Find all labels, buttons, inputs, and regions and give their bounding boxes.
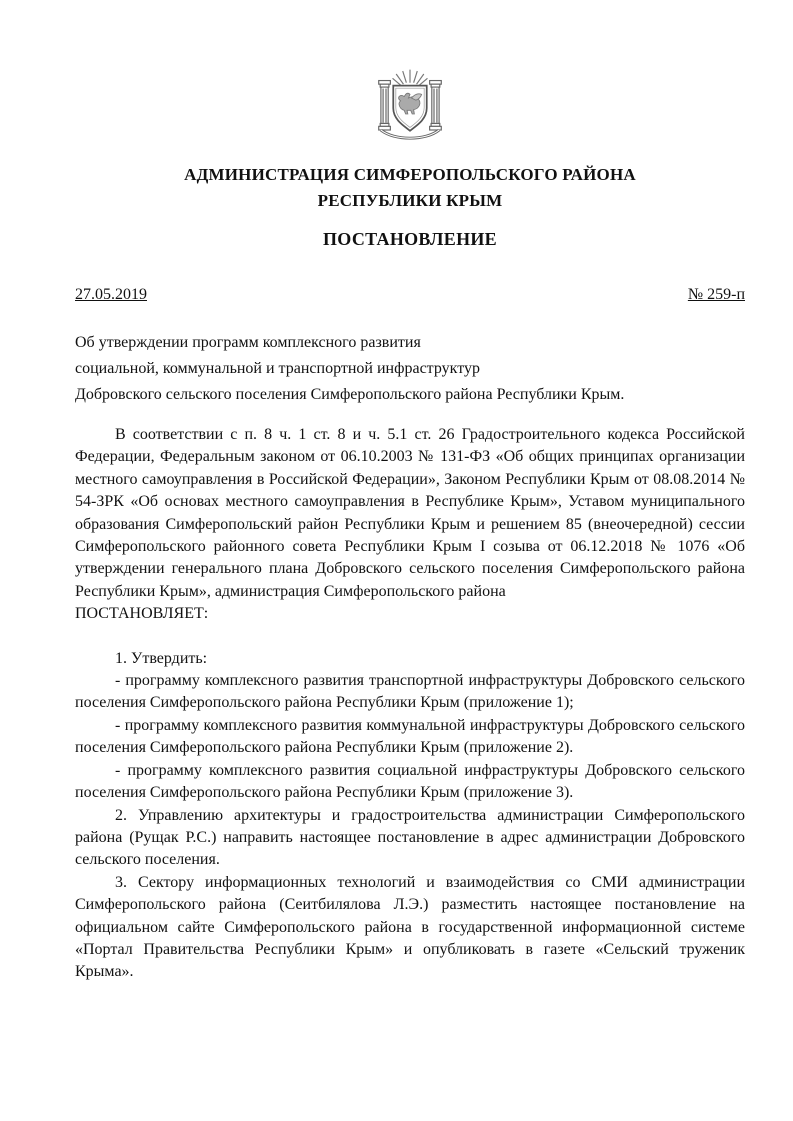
doc-type-title: ПОСТАНОВЛЕНИЕ bbox=[323, 229, 497, 249]
doc-date: 27.05.2019 bbox=[75, 286, 147, 303]
item-2-paragraph: 2. Управлению архитектуры и градостроительства администрации Симферопольского района (Рущак Р.С.) направить настоящее постановление в адрес администрации Добровского сельского поселения. bbox=[75, 806, 745, 869]
org-name-line1: АДМИНИСТРАЦИЯ СИМФЕРОПОЛЬСКОГО РАЙОНА bbox=[184, 165, 636, 184]
resolves-line: ПОСТАНОВЛЯЕТ: bbox=[75, 605, 209, 623]
org-name-line2: РЕСПУБЛИКИ КРЫМ bbox=[317, 191, 503, 210]
blank-line bbox=[75, 626, 745, 648]
doc-body bbox=[75, 424, 745, 984]
item-1-subitem-social: - программу комплексного развития социальной инфраструктуры Добровского сельского поселения Симферопольского района Республики Крым (приложение 3). bbox=[75, 761, 745, 802]
subject-line-2: социальной, коммунальной и транспортной инфраструктур bbox=[75, 360, 480, 377]
item-3-paragraph: 3. Сектору информационных технологий и взаимодействия со СМИ администрации Симферопольского района (Сеитбилялова Л.Э.) разместить настоящее постановление на официальном сайте Симферопольского района в государственной информационной системе «Портал Правительства Республики Крым» и опубликовать в газете «Сельский труженик Крыма». bbox=[75, 873, 745, 981]
item-1-subitem-communal: - программу комплексного развития коммунальной инфраструктуры Добровского сельского поселения Симферопольского района Республики Крым (приложение 2). bbox=[75, 716, 745, 757]
subject-line-1: Об утверждении программ комплексного развития bbox=[75, 334, 421, 351]
date-number-row bbox=[75, 286, 745, 304]
doc-number: № 259-п bbox=[687, 286, 745, 303]
intro-paragraph: В соответствии с п. 8 ч. 1 ст. 8 и ч. 5.1 ст. 26 Градостроительного кодекса Российской Федерации, Федеральным законом от 06.10.2003 № 131-ФЗ «Об общих принципах организации местного самоуправления в Российской Федерации», Законом Республики Крым от 08.08.2014 № 54-ЗРК «Об основах местного самоуправления в Республике Крым», Уставом муниципального образования Симферопольский район Республики Крым и решением 85 (внеочередной) сессии Симферопольского районного совета Республики Крым I созыва от 06.12.2018 № 1076 «Об утверждении генерального плана Добровского сельского поселения Симферопольского района Республики Крым», администрация Симферопольского района bbox=[75, 426, 745, 600]
item-1-heading: 1. Утвердить: bbox=[115, 649, 208, 667]
crimea-coat-of-arms-icon bbox=[372, 66, 448, 146]
doc-subject bbox=[75, 330, 745, 408]
item-1-subitem-transport: - программу комплексного развития транспортной инфраструктуры Добровского сельского поселения Симферопольского района Республики Крым (приложение 1); bbox=[75, 672, 745, 712]
org-name bbox=[75, 162, 745, 214]
subject-line-3: Добровского сельского поселения Симферопольского района Республики Крым. bbox=[75, 386, 625, 403]
